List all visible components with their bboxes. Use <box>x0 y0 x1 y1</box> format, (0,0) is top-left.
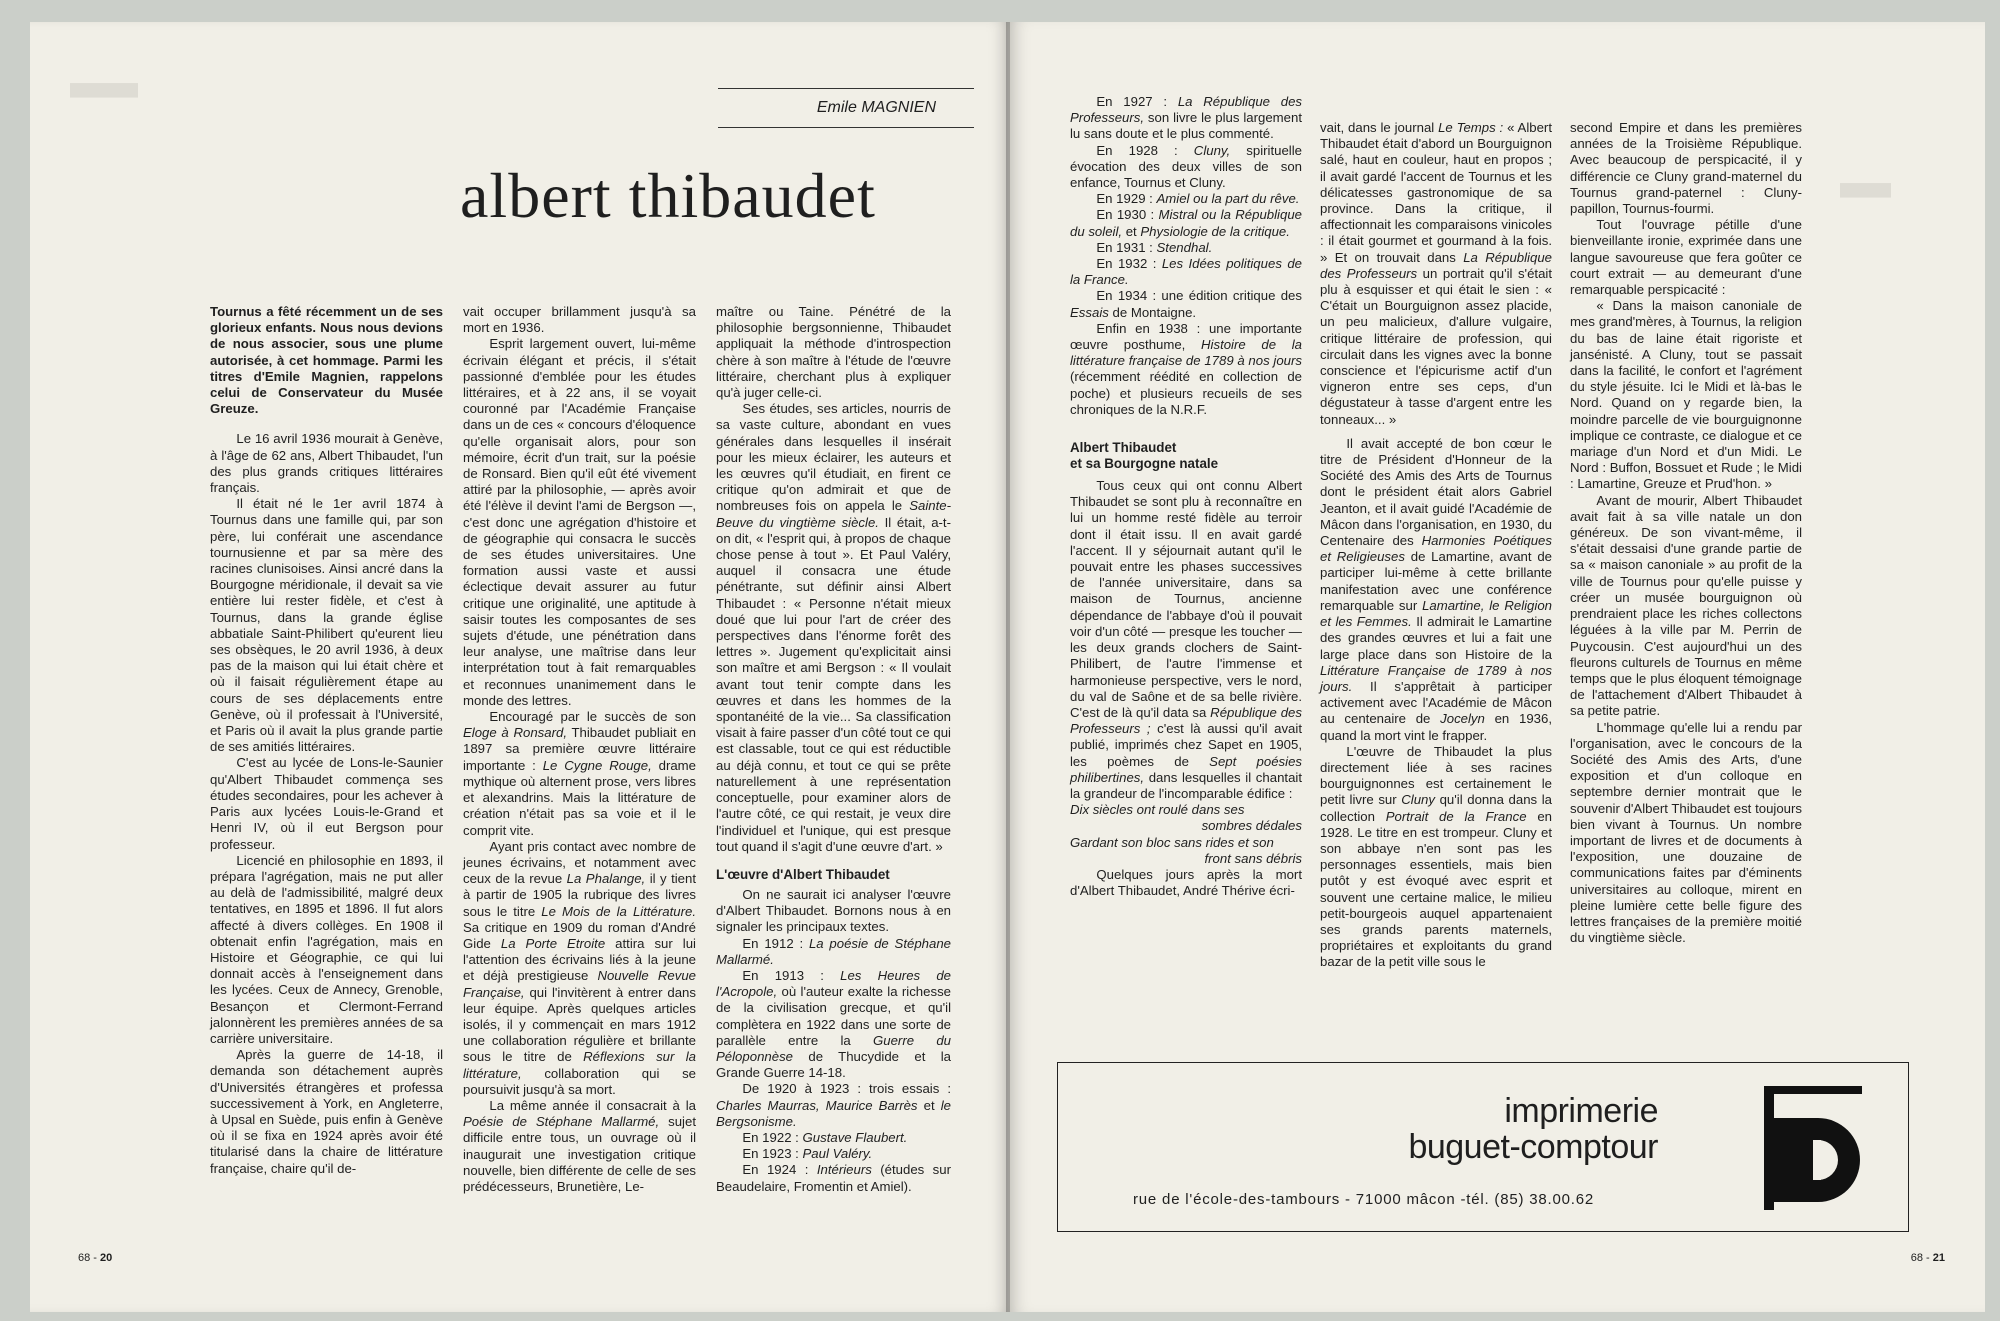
paragraph: second Empire et dans les premières années de la Troisième République. Avec beaucoup de perspicacité, il y différencie ce Cluny grand-maternel du Tournus grand-paternel : Cluny-papillon, Tournus-fourmi. <box>1570 120 1802 217</box>
show-through-text: ██████ <box>1840 183 1892 197</box>
works-list-item: En 1929 : Amiel ou la part du rêve. <box>1096 191 1300 207</box>
left-page <box>30 22 1010 1312</box>
works-list-item: En 1932 : Les Idées politiques de la France. <box>1070 256 1303 288</box>
paragraph: On ne saurait ici analyser l'œuvre d'Albert Thibaudet. Bornons nous à en signaler les principaux textes. <box>716 886 951 935</box>
paragraph: Quelques jours après la mort d'Albert Thibaudet, André Thérive écri- <box>1070 866 1302 899</box>
paragraph: vait occuper brillamment jusqu'à sa mort en 1936. <box>463 304 696 336</box>
article-title: albert thibaudet <box>460 160 876 231</box>
lead-paragraph: Tournus a fêté récemment un de ses glorieux enfants. Nous nous devions de nous associer, sous une plume autorisée, à cet hommage. Parmi les titres d'Emile Magnien, rappelons celui de Conservateur du Musée Greuze. <box>210 304 443 417</box>
paragraph: Licencié en philosophie en 1893, il prépara l'agrégation, mais ne put aller au delà de l'admissibilité, malgré deux tentatives, en 1895 et 1896. Il fut alors affecté à divers collèges. En 1908 il obtenait enfin l'agrégation, mais en Histoire et Géographie, ce qui lui donnait accès à l'enseignement dans les lycées. Ceux de Annecy, Grenoble, Besançon et Clermont-Ferrand jalonnèrent les premières années de sa carrière universitaire. <box>210 852 443 1046</box>
poem-excerpt: Dix siècles ont roulé dans ses sombres dédales Gardant son bloc sans rides et son front sans débris <box>1070 802 1302 866</box>
author-name: Emile MAGNIEN <box>816 99 936 116</box>
ad-company-name: imprimerie buguet-comptour <box>1408 1092 1658 1166</box>
works-list-item: De 1920 à 1923 : trois essais : Charles Maurras, Maurice Barrès et le Bergsonisme. <box>716 1081 951 1129</box>
paragraph: Avant de mourir, Albert Thibaudet avait fait à sa ville natale un don généreux. De son vivant-même, il s'était dessaisi d'une grande partie de sa « maison canoniale » au profit de la ville de Tournus pour qu'elle puisse y créer un musée bourguignon où prendraient place les riches collectons léguées à la ville par M. Perrin de Puycousin. C'est aujourd'hui un des fleurons culturels de Tournus en même temps que le plus éloquent témoignage de l'attachement d'Albert Thibaudet à sa petite patrie. <box>1570 492 1802 719</box>
paragraph: Encouragé par le succès de son Eloge à Ronsard, Thibaudet publiait en 1897 sa première œuvre littéraire importante : Le Cygne Rouge, drame mythique où alternent prose, vers libres et alexandrins. Mais la littérature de création n'était pas sa voie et il le comprit vite. <box>463 709 696 838</box>
paragraph: Tout l'ouvrage pétille d'une bienveillante ironie, exprimée dans une langue savoureuse que fera goûter ce court extrait — au demeurant d'une remarquable perspicacité : <box>1570 217 1802 298</box>
author-rule-block <box>718 88 974 128</box>
column-3 <box>716 304 951 1195</box>
column-5 <box>1320 120 1552 971</box>
works-list-item: En 1922 : Gustave Flaubert. <box>742 1129 908 1145</box>
column-2 <box>463 304 696 1195</box>
paragraph: Tous ceux qui ont connu Albert Thibaudet se sont plu à reconnaître en lui un homme resté fidèle au terroir dont il était issu. Il en avait gardé l'accent. Il y séjournait autant qu'il le pouvait entre les phases successives de l'année universitaire, dans sa maison de Tournus, ancienne dépendance de l'abbaye d'où il pouvait voir d'un côté — presque les toucher — les deux grands clochers de Saint-Philibert, de l'autre l'immense et harmonieuse perspective, vers le nord, du val de Saône et de sa belle rivière. C'est de là qu'il data sa République des Professeurs ; c'est là aussi qu'il avait publié, imprimés chez Sapet en 1905, les poèmes de Sept poésies philibertines, dans lesquelles il chantait la grandeur de l'incomparable édifice : <box>1070 478 1302 801</box>
paragraph: Après la guerre de 14-18, il demanda son détachement auprès d'Universités étrangères et professa successivement à York, en Angleterre, à Upsal en Suède, puis enfin à Genève où il se fixa en 1924 après avoir été titularisé dans la chaire de littérature française, chaire qu'il de- <box>210 1047 443 1176</box>
paragraph: Il était né le 1er avril 1874 à Tournus dans une famille qui, par son père, lui conférait une ascendance tournusienne et par sa mère des racines clunisoises. Ainsi ancré dans la Bourgogne méridionale, il devait sa vie entière lui rester fidèle, et c'est à Tournus, dans la grande église abbatiale Saint-Philibert qu'eurent lieu ses obsèques, le 20 avril 1936, à deux pas de la maison qui lui était chère et où il faisait régulièrement étape au cours de ses déplacements entre Genève, où il professait à l'Université, et Paris où il avait la plus grande partie de ses amitiés littéraires. <box>210 496 443 755</box>
works-list-item: En 1934 : une édition critique des Essais de Montaigne. <box>1070 288 1302 320</box>
paragraph: La même année il consacrait à la Poésie de Stéphane Mallarmé, sujet difficile entre tous, un ouvrage où il inaugurait une investigation critique nouvelle, bien différente de celle de ses prédécesseurs, Brunetière, Le- <box>463 1097 696 1194</box>
works-list-item: En 1924 : Intérieurs (études sur Beaudelaire, Fromentin et Amiel). <box>716 1162 952 1194</box>
paragraph: Esprit largement ouvert, lui-même écrivain élégant et précis, il s'était passionné d'emblée pour les études littéraires, et à 22 ans, il se voyait couronné par l'Académie Française dans un de ces « concours d'éloquence qu'elle organisait alors, pour son mémoire, écrit d'un trait, sur la poésie de Ronsard. Bien qu'il eût été vivement attiré par la philosophie, — après avoir été l'élève il devint l'ami de Bergson —, c'est donc une agrégation d'histoire et de géographie qui consacra le succès de ses études universitaires. Une formation aussi vaste et aussi éclectique devait assurer au futur critique une originalité, une aptitude à saisir toutes les composantes de ses sujets d'étude, une pénétration dans leur analyse, une maîtrise dans leur interprétation tout à fait remarquables et reconnues unanimement dans le monde des lettres. <box>463 336 696 708</box>
section-heading: L'œuvre d'Albert Thibaudet <box>716 866 890 882</box>
paragraph: maître ou Taine. Pénétré de la philosophie bergsonnienne, Thibaudet appliquait la méthode d'introspection chère à son maître à l'étude de l'œuvre littéraire, cherchant plus à expliquer qu'à juger celle-ci. <box>716 304 951 401</box>
page-number-left: 68 - 20 <box>78 1252 113 1264</box>
show-through-text: ████████ <box>70 83 139 97</box>
paragraph: Le 16 avril 1936 mourait à Genève, à l'âge de 62 ans, Albert Thibaudet, l'un des plus grands critiques littéraires français. <box>210 431 443 496</box>
right-page <box>1010 22 1985 1312</box>
works-list-item: Enfin en 1938 : une importante œuvre posthume, Histoire de la littérature française de 1789 à nos jours (récemment réédité en collection de poche) et plusieurs recueils de ses chroniques de la N.R.F. <box>1070 320 1302 417</box>
quote-paragraph: « Dans la maison canoniale de mes grand'mères, à Tournus, la religion du bas de laine était rigoriste et jansénisté. A Cluny, tout se passait dans la facilité, le confort et l'agrément du style jésuite. Ici le Midi et là-bas le Nord. Quand on y regarde bien, la moindre parcelle de vie bourguignonne implique ce contraste, ce dialogue et ce mariage d'un Nord et d'un Midi. Le Nord : Buffon, Bossuet et Rude ; le Midi : Lamartine, Greuze et Prud'hon. » <box>1570 298 1802 492</box>
works-list-item: En 1923 : Paul Valéry. <box>742 1146 873 1162</box>
column-1 <box>210 304 443 1177</box>
bc-monogram-logo-icon <box>1758 1078 1868 1218</box>
works-list-item: En 1927 : La République des Professeurs, son livre le plus largement lu sans doute et le plus commenté. <box>1070 94 1303 142</box>
works-list-item: En 1928 : Cluny, spirituelle évocation des deux villes de son enfance, Tournus et Cluny. <box>1070 142 1302 191</box>
column-4 <box>1070 94 1302 899</box>
paragraph: C'est au lycée de Lons-le-Saunier qu'Albert Thibaudet commença ses études secondaires, pour les achever à Paris aux lycées Louis-le-Grand et Henri IV, où il eut Bergson pour professeur. <box>210 755 443 852</box>
paragraph: Ayant pris contact avec nombre de jeunes écrivains, et notamment avec ceux de la revue La Phalange, il y tient à partir de 1905 la rubrique des livres sous le titre Le Mois de la Littérature. Sa critique en 1909 du roman d'André Gide La Porte Etroite attira sur lui l'attention des écrivains liés à la jeune et déjà prestigieuse Nouvelle Revue Française, qui l'invitèrent à entrer dans leur équipe. Après quelques articles isolés, il y commençait en mars 1912 une collaboration régulière et brillante sous le titre de Réflexions sur la littérature, collaboration qui se poursuivit jusqu'à sa mort. <box>463 838 697 1097</box>
works-list-item: En 1913 : Les Heures de l'Acropole, où l'auteur exalte la richesse de la civilisation grecque, et qu'il complètera en 1922 dans une sorte de parallèle entre la Guerre du Péloponnèse de Thucydide et la Grande Guerre 14-18. <box>716 967 951 1081</box>
page-number-right: 68 - 21 <box>1910 1252 1945 1264</box>
paragraph: vait, dans le journal Le Temps : « Albert Thibaudet était d'abord un Bourguignon salé, haut en couleur, haut en propos ; il avait gardé l'accent de Tournus et les délicatesses gastronomique de sa province. Dans la critique, il affectionnait les comparaisons vinicoles : il était gourmet et gourmand à la fois. » Et on trouvait dans La République des Professeurs un portrait qu'il s'était plu à esquisser et qui était le sien : « C'était un Bourguignon assez placide, un peu malicieux, d'allure vulgaire, critique littéraire de profession, qui circulait dans les vignes avec la bonne conscience et l'épicurisme actif d'un vigneron entre ses ceps, d'un dégustateur à tasse d'argent entre les tonneaux... » <box>1320 120 1552 427</box>
paragraph: L'œuvre de Thibaudet la plus directement liée à ses racines bourguignonnes est certainement le petit livre sur Cluny qu'il donna dans la collection Portrait de la France en 1928. Le titre en est trompeur. Cluny et son abbaye n'en sont pas les personnages essentiels, mais bien putôt y est évoqué avec esprit et souvent une certaine malice, le milieu petit-bourgeois auquel appartenaient ses grands parents maternels, propriétaires et exploitants du grand bazar de la petit ville sous le <box>1320 743 1553 970</box>
works-list-item: En 1912 : La poésie de Stéphane Mallarmé. <box>716 935 952 967</box>
works-list-item: En 1930 : Mistral ou la République du soleil, et Physiologie de la critique. <box>1070 207 1302 239</box>
ad-address: rue de l'école-des-tambours - 71000 mâcon -tél. (85) 38.00.62 <box>1133 1191 1595 1208</box>
printer-advertisement <box>1057 1062 1909 1232</box>
paragraph: Ses études, ses articles, nourris de sa vaste culture, abondant en vues générales dans lesquelles il insérait pour les mieux éclairer, les auteurs et les œuvres qu'il étudiait, en firent ce critique qu'on admirait et que de nombreuses fois on appela le Sainte-Beuve du vingtième siècle. Il était, a-t-on dit, « l'esprit qui, à propos de chaque chose pense à tout ». Et Paul Valéry, auquel il consacra une étude pénétrante, sut définir ainsi Albert Thibaudet : « Personne n'était mieux doué que lui pour l'art de créer des perspectives dans l'énorme forêt des lettres ». Jugement qu'explicitait ainsi son maître et ami Bergson : « Il voulait avant tout tenir compte dans les œuvres et dans les hommes de la spontanéité de la vie... Sa classification visait à faire passer d'un côté tout ce qui est classable, tout ce qui est réductible au déjà connu, et tout ce qui se prête naturellement à une représentation conceptuelle, pour examiner alors de l'autre côté, ce qui restait, je veux dire l'individuel et l'unique, qui est presque tout quand il s'agit d'une œuvre d'art. » <box>716 401 951 854</box>
paragraph: Il avait accepté de bon cœur le titre de Président d'Honneur de la Société des Amis des Arts de Tournus dont le président était alors Gabriel Jeanton, et il avait guidé l'Académie de Mâcon dans l'organisation, en 1930, du Centenaire des Harmonies Poétiques et Religieuses de Lamartine, avant de participer lui-même à cette brillante manifestation avec une conférence remarquable sur Lamartine, le Religion et les Femmes. Il admirait le Lamartine des grandes œuvres et lui a fait une large place dans son Histoire de la Littérature Française de 1789 à nos jours. Il s'apprêtait à participer activement avec l'Académie de Mâcon au centenaire de Jocelyn en 1936, quand la mort vint le frapper. <box>1320 435 1553 743</box>
section-heading: Albert Thibaudet et sa Bourgogne natale <box>1070 440 1219 472</box>
column-6 <box>1570 120 1802 946</box>
paragraph: L'hommage qu'elle lui a rendu par l'organisation, avec le concours de la Société des Amis des Arts, d'une exposition et d'un colloque en septembre dernier montrait que le souvenir d'Albert Thibaudet est toujours bien vivant à Tournus. Un nombre important de livres et de documents à l'exposition, une douzaine de communications faites par d'éminents universitaires au colloque, mirent en pleine lumière cette belle figure des lettres françaises de la première moitié du vingtième siècle. <box>1570 719 1802 946</box>
works-list-item: En 1931 : Stendhal. <box>1096 239 1213 255</box>
